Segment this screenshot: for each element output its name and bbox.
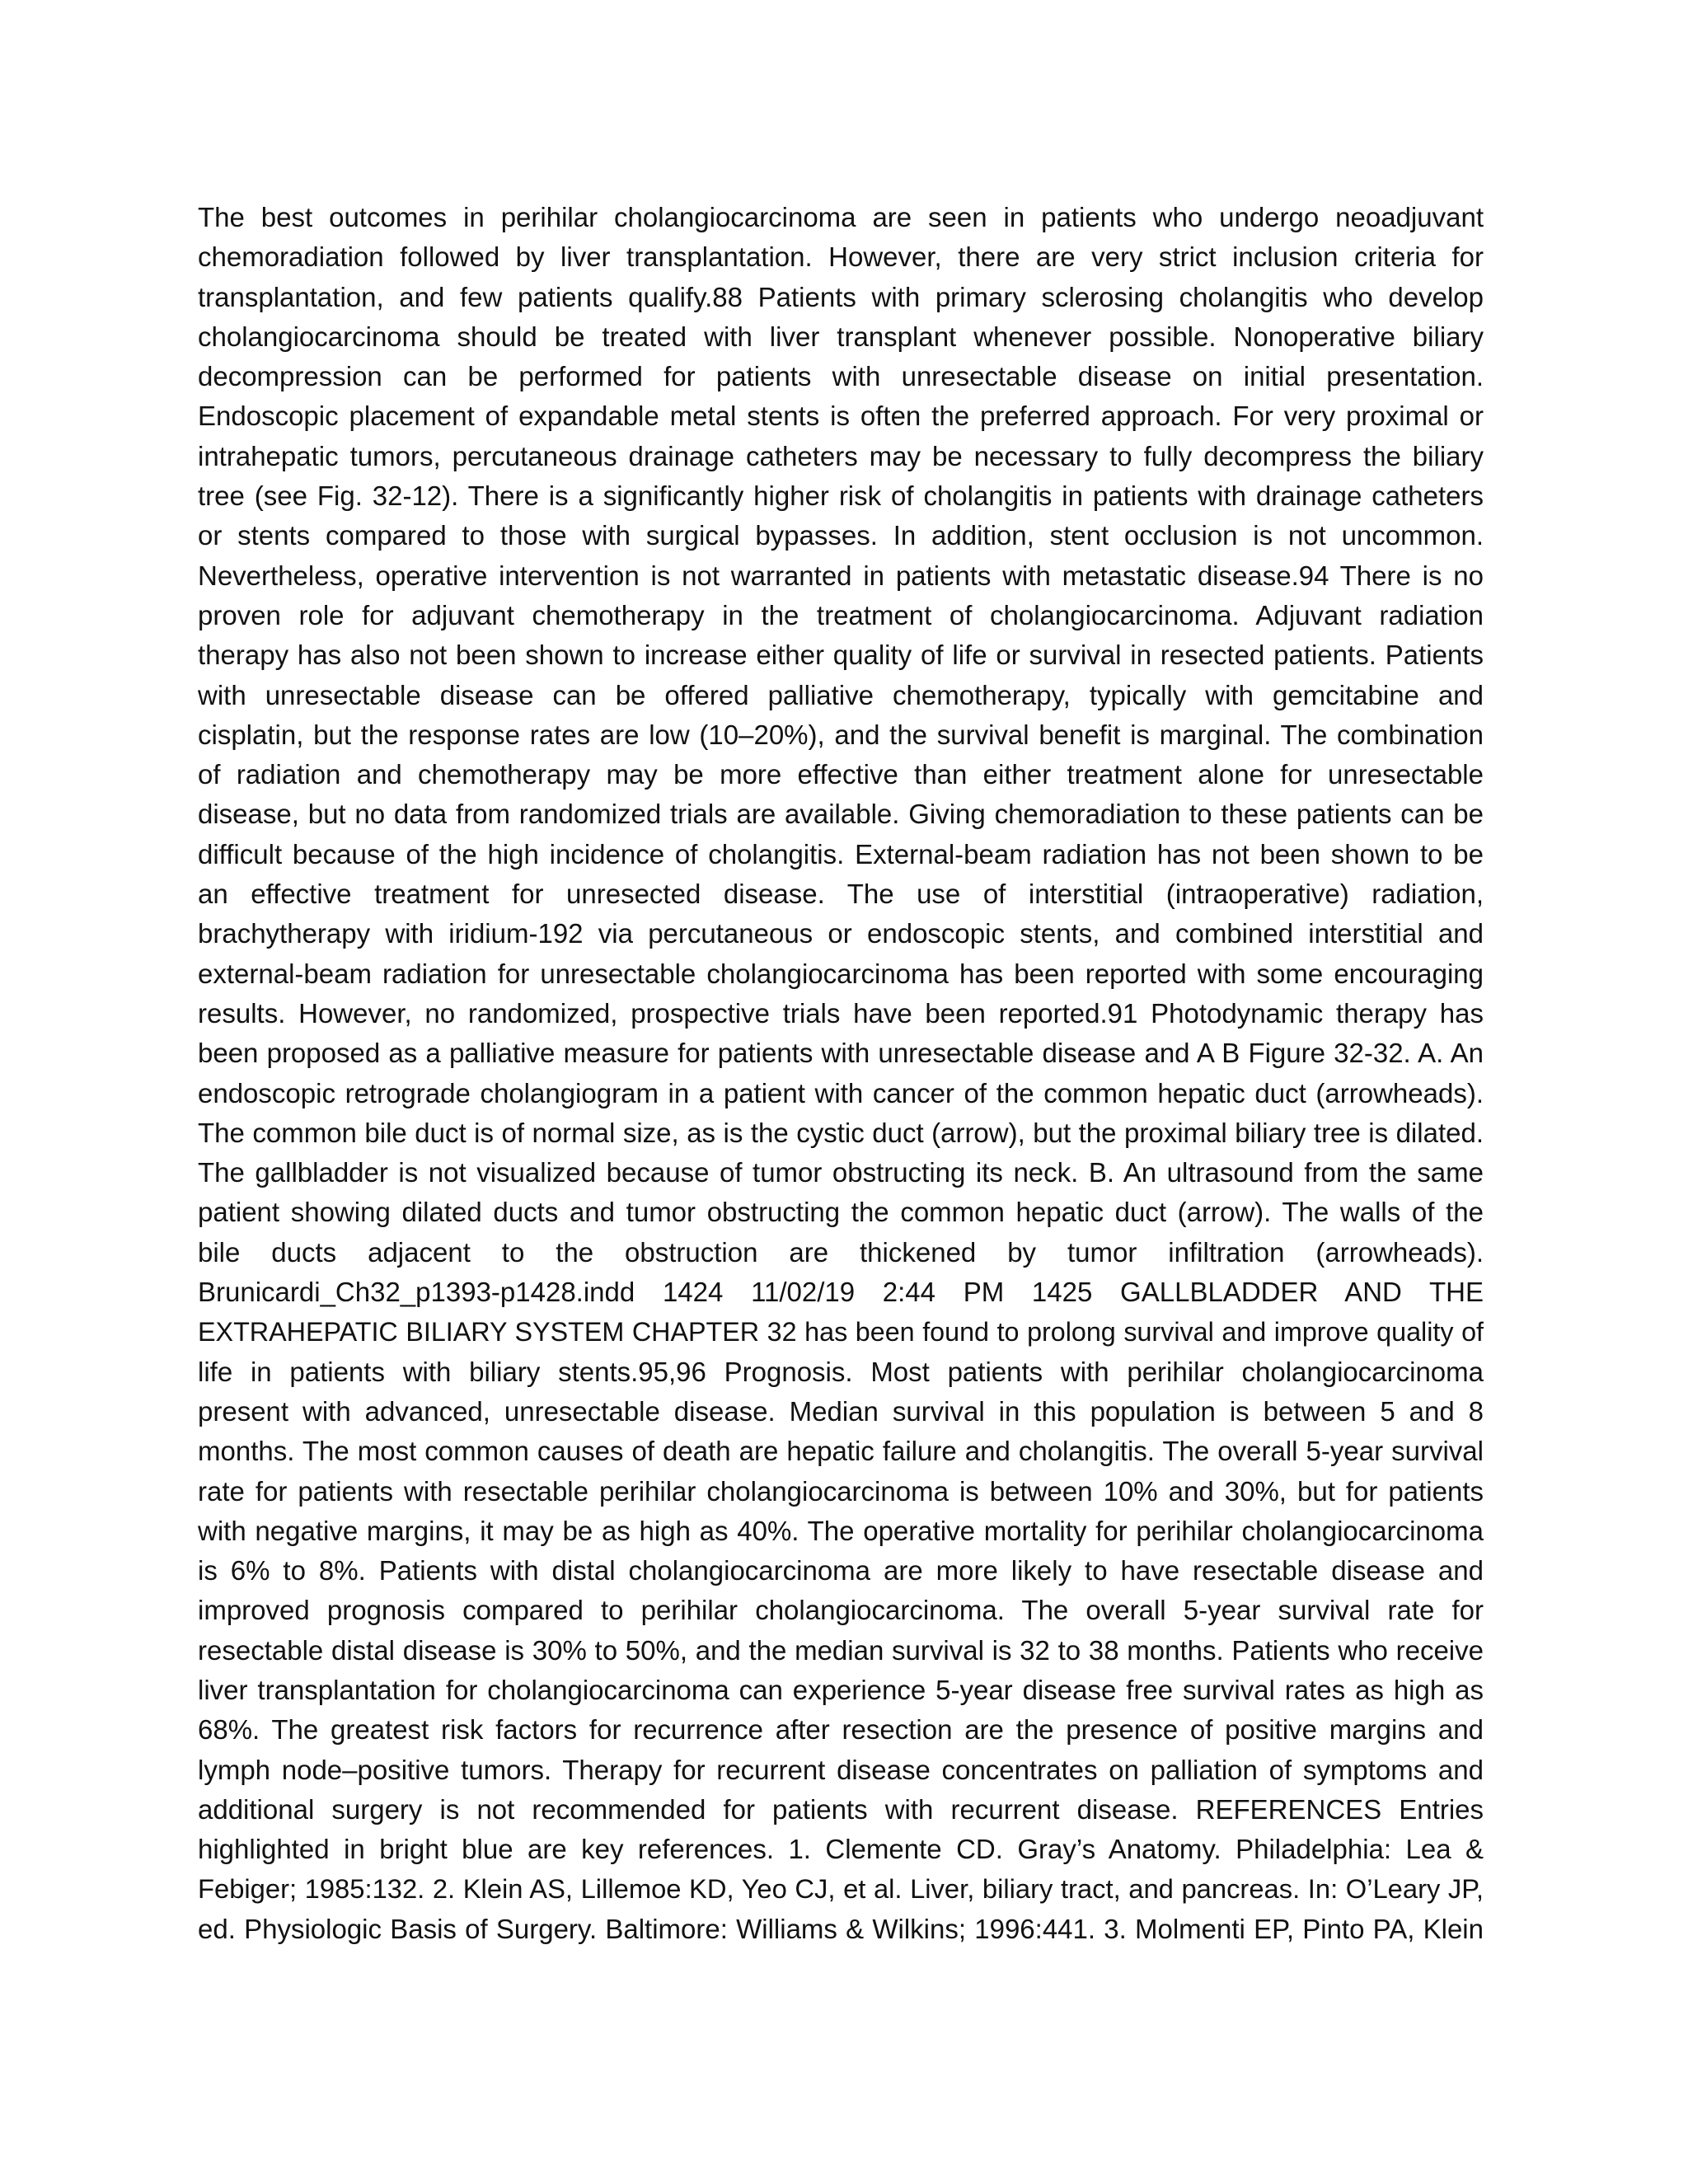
text-line: difficult because of the high incidence of cholangitis. External-beam radiation has not been shown to be xyxy=(198,838,1484,869)
text-line: external-beam radiation for unresectable cholangiocarcinoma has been reported with some encouraging xyxy=(198,958,1484,989)
text-line: The best outcomes in perihilar cholangiocarcinoma are seen in patients who undergo neoadjuvant xyxy=(198,202,1484,232)
text-line: Brunicardi_Ch32_p1393-p1428.indd 1424 11/02/19 2:44 PM 1425 GALLBLADDER AND THE xyxy=(198,1277,1484,1308)
text-line: decompression can be performed for patients with unresectable disease on initial presentation. xyxy=(198,361,1484,392)
text-line: improved prognosis compared to perihilar cholangiocarcinoma. The overall 5-year survival rate for xyxy=(198,1595,1484,1626)
text-line: of radiation and chemotherapy may be more effective than either treatment alone for unresectable xyxy=(198,759,1484,790)
text-line: an effective treatment for unresected disease. The use of interstitial (intraoperative) radiation, xyxy=(198,879,1484,910)
text-line: intrahepatic tumors, percutaneous drainage catheters may be necessary to fully decompress the biliary xyxy=(198,440,1484,471)
text-line: The common bile duct is of normal size, as is the cystic duct (arrow), but the proximal biliary tree is dilated. xyxy=(198,1117,1484,1148)
text-line: brachytherapy with iridium-192 via percutaneous or endoscopic stents, and combined interstitial and xyxy=(198,918,1484,949)
text-line: 68%. The greatest risk factors for recurrence after resection are the presence of positive margins and xyxy=(198,1714,1484,1746)
text-line: results. However, no randomized, prospective trials have been reported.91 Photodynamic therapy has xyxy=(198,997,1484,1029)
text-line: cholangiocarcinoma should be treated with liver transplant whenever possible. Nonoperative biliary xyxy=(198,321,1484,352)
text-line: disease, but no data from randomized trials are available. Giving chemoradiation to these patients can be xyxy=(198,799,1484,830)
text-line: therapy has also not been shown to increase either quality of life or survival in resected patients. Patients xyxy=(198,640,1484,671)
text-line: or stents compared to those with surgical bypasses. In addition, stent occlusion is not uncommon. xyxy=(198,520,1484,551)
text-line: ed. Physiologic Basis of Surgery. Baltimore: Williams & Wilkins; 1996:441. 3. Molmenti EP, Pinto PA, Klein xyxy=(198,1913,1484,1944)
text-line: transplantation, and few patients qualify.88 Patients with primary sclerosing cholangitis who develop xyxy=(198,281,1484,312)
text-line: been proposed as a palliative measure for patients with unresectable disease and A B Figure 32-32. A. An xyxy=(198,1038,1484,1069)
text-line: cisplatin, but the response rates are low (10–20%), and the survival benefit is marginal. The combination xyxy=(198,719,1484,750)
text-line: resectable distal disease is 30% to 50%, and the median survival is 32 to 38 months. Patients who receive xyxy=(198,1634,1484,1666)
document-body xyxy=(198,198,1484,1949)
text-line: endoscopic retrograde cholangiogram in a patient with cancer of the common hepatic duct (arrowheads). xyxy=(198,1077,1484,1108)
text-line: Nevertheless, operative intervention is not warranted in patients with metastatic disease.94 There is no xyxy=(198,560,1484,591)
text-line: proven role for adjuvant chemotherapy in the treatment of cholangiocarcinoma. Adjuvant radiation xyxy=(198,599,1484,630)
text-line: present with advanced, unresectable disease. Median survival in this population is between 5 and 8 xyxy=(198,1395,1484,1427)
text-line: EXTRAHEPATIC BILIARY SYSTEM CHAPTER 32 has been found to prolong survival and improve quality of xyxy=(198,1317,1484,1347)
text-line: lymph node–positive tumors. Therapy for recurrent disease concentrates on palliation of symptoms and xyxy=(198,1754,1484,1785)
text-line: chemoradiation followed by liver transplantation. However, there are very strict inclusion criteria for xyxy=(198,241,1484,273)
text-line: life in patients with biliary stents.95,96 Prognosis. Most patients with perihilar cholangiocarcinoma xyxy=(198,1356,1484,1387)
text-line: rate for patients with resectable perihilar cholangiocarcinoma is between 10% and 30%, but for patients xyxy=(198,1475,1484,1507)
text-line: Endoscopic placement of expandable metal stents is often the preferred approach. For very proximal or xyxy=(198,401,1484,432)
text-line: tree (see Fig. 32-12). There is a significantly higher risk of cholangitis in patients with drainage catheters xyxy=(198,480,1484,512)
text-line: The gallbladder is not visualized because of tumor obstructing its neck. B. An ultrasound from the same xyxy=(198,1157,1484,1188)
text-line: patient showing dilated ducts and tumor obstructing the common hepatic duct (arrow). The walls of the xyxy=(198,1197,1484,1228)
text-line: additional surgery is not recommended for patients with recurrent disease. REFERENCES Entries xyxy=(198,1793,1484,1825)
text-line: is 6% to 8%. Patients with distal cholangiocarcinoma are more likely to have resectable disease and xyxy=(198,1555,1484,1586)
text-line: with negative margins, it may be as high as 40%. The operative mortality for perihilar cholangiocarcinoma xyxy=(198,1515,1484,1546)
text-line: highlighted in bright blue are key references. 1. Clemente CD. Gray’s Anatomy. Philadelphia: Lea & xyxy=(198,1834,1484,1865)
text-line: with unresectable disease can be offered palliative chemotherapy, typically with gemcitabine and xyxy=(198,679,1484,710)
text-line: liver transplantation for cholangiocarcinoma can experience 5-year disease free survival rates as high as xyxy=(198,1674,1484,1705)
text-line: Febiger; 1985:132. 2. Klein AS, Lillemoe KD, Yeo CJ, et al. Liver, biliary tract, and pancreas. In: O’Leary JP, xyxy=(198,1873,1484,1905)
text-line: months. The most common causes of death are hepatic failure and cholangitis. The overall 5-year survival xyxy=(198,1436,1484,1467)
text-line: bile ducts adjacent to the obstruction are thickened by tumor infiltration (arrowheads). xyxy=(198,1236,1484,1268)
